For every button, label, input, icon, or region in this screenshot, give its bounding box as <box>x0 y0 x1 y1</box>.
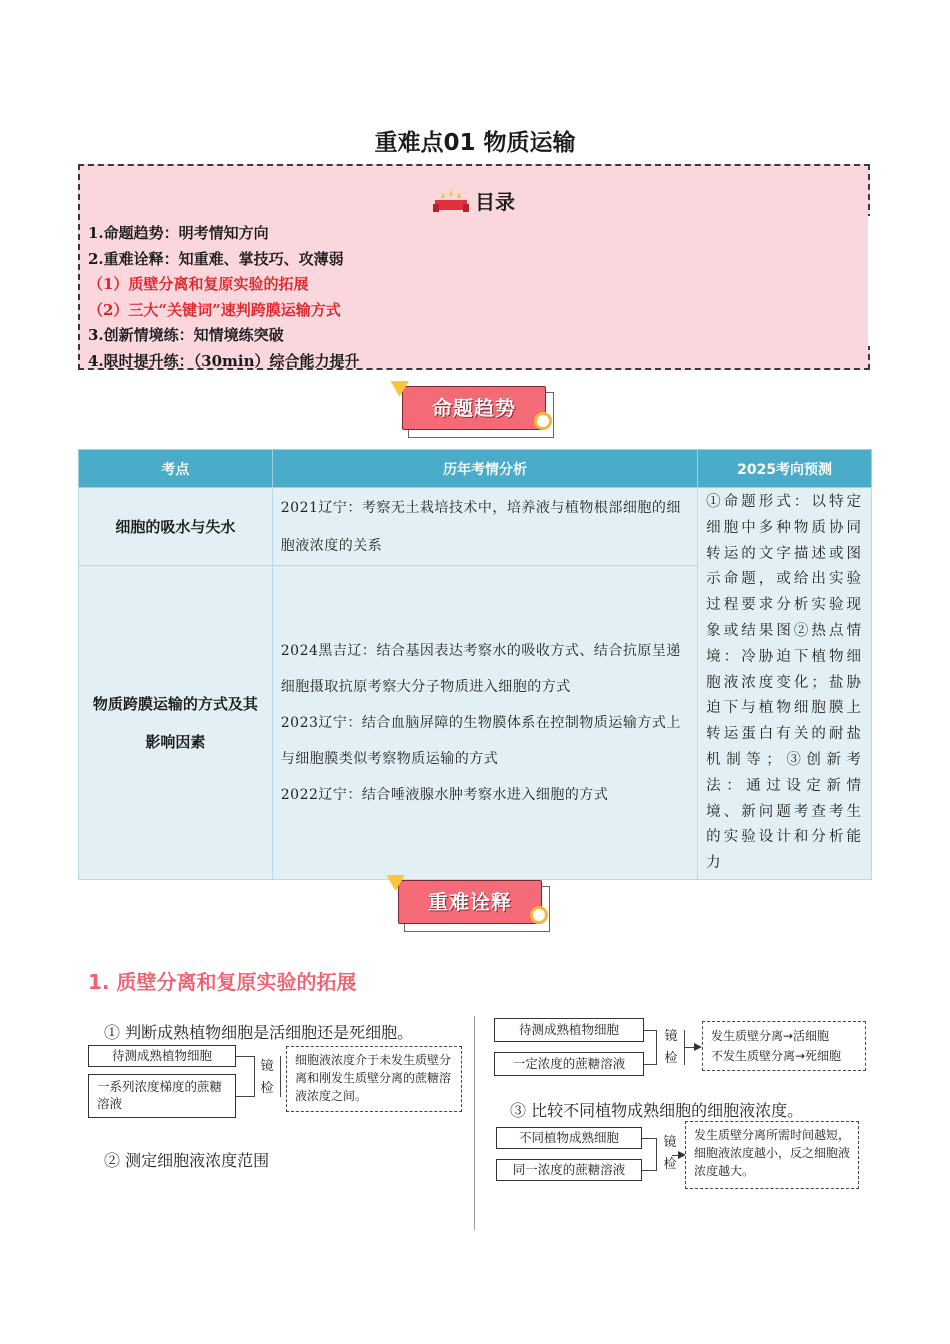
analysis-item: 2022辽宁：结合唾液腺水肿考察水进入细胞的方式 <box>280 786 609 803</box>
section-banner-trend <box>402 382 552 438</box>
analysis-item: 2024黑吉辽：结合基因表达考察水的吸收方式、结合抗原呈递细胞摄取抗原考察大分子物质进入细胞的方式 <box>280 642 681 695</box>
connector-line <box>236 1096 254 1097</box>
microscope-check-label: 镜检 <box>663 1135 677 1172</box>
diagram-caption: ① 判断成熟植物细胞是活细胞还是死细胞。 <box>104 1023 414 1042</box>
banner-label: 重难诠释 <box>428 890 512 914</box>
diagram-caption: ② 测定细胞液浓度范围 <box>104 1151 270 1170</box>
table-cell-topic: 细胞的吸水与失水 <box>79 488 273 566</box>
microscope-check-label: 镜检 <box>664 1029 678 1066</box>
diagram-box: 不同植物成熟细胞 <box>496 1127 642 1149</box>
connector-line <box>236 1056 254 1057</box>
microscope-check-label: 镜检 <box>260 1059 274 1096</box>
toc-title: 目录 <box>475 190 515 214</box>
table-cell-prediction: ①命题形式：以特定细胞中多种物质协同转运的文字描述或图示命题，或给出实验过程要求分析实验现象或结果图②热点情境：冷胁迫下植物细胞液浓度变化；盐胁迫下与植物细胞膜上转运蛋白有关的耐盐机制等；③创新考法：通过设定新情境、新问题考查考生的实验设计和分析能力 <box>698 488 872 880</box>
column-divider <box>474 1016 475 1230</box>
table-header: 考点 <box>79 450 273 488</box>
table-header: 历年考情分析 <box>272 450 697 488</box>
ring-icon <box>530 906 548 924</box>
toc-item[interactable]: （1）质壁分离和复原实验的拓展 <box>88 275 309 294</box>
result-text: 发生质壁分离→活细胞 <box>711 1029 830 1043</box>
diagram-box: 待测成熟植物细胞 <box>494 1018 644 1042</box>
diagram-box: 同一浓度的蔗糖溶液 <box>496 1159 642 1181</box>
trophy-icon <box>433 188 469 219</box>
toc-item[interactable]: 1.命题趋势：明考情知方向 <box>88 224 269 242</box>
diagram-box: 待测成熟植物细胞 <box>88 1045 236 1067</box>
diagram-caption: ③ 比较不同植物成熟细胞的细胞液浓度。 <box>510 1101 804 1120</box>
toc-box <box>78 164 870 370</box>
table-cell-analysis <box>272 566 697 880</box>
diagram-box: 一定浓度的蔗糖溶液 <box>494 1052 644 1076</box>
result-box: 细胞液浓度介于未发生质壁分离和刚发生质壁分离的蔗糖溶液浓度之间。 <box>286 1046 462 1112</box>
section-heading: 1. 质壁分离和复原实验的拓展 <box>88 970 357 994</box>
connector-line <box>644 1064 656 1065</box>
result-box: 发生质壁分离所需时间越短，细胞液浓度越小，反之细胞液浓度越大。 <box>685 1121 859 1189</box>
trend-table <box>78 449 872 880</box>
analysis-item: 2023辽宁：结合血脑屏障的生物膜体系在控制物质运输方式上与细胞膜类似考察物质运输的方式 <box>280 714 681 767</box>
toc-item[interactable]: （2）三大“关键词”速判跨膜运输方式 <box>88 300 341 319</box>
result-text: 不发生质壁分离→死细胞 <box>711 1049 842 1063</box>
section-banner-explain <box>398 876 548 932</box>
connector-line <box>254 1056 255 1097</box>
result-box <box>702 1021 866 1071</box>
toc-item[interactable]: 2.重难诠释：知重难、掌技巧、攻薄弱 <box>88 249 344 268</box>
connector-line <box>642 1138 656 1139</box>
banner-label: 命题趋势 <box>432 396 516 420</box>
table-cell-analysis: 2021辽宁：考察无土栽培技术中，培养液与植物根部细胞的细胞液浓度的关系 <box>272 488 697 566</box>
table-cell-topic: 物质跨膜运输的方式及其影响因素 <box>79 566 273 880</box>
connector-line <box>280 1056 281 1097</box>
connector-line <box>642 1170 656 1171</box>
toc-item[interactable]: 4.限时提升练：（30min）综合能力提升 <box>88 351 360 370</box>
toc-edge <box>868 216 874 346</box>
arrow-icon <box>694 1043 702 1051</box>
connector-line <box>656 1138 657 1171</box>
toc-list <box>88 221 360 375</box>
table-header: 2025考向预测 <box>698 450 872 488</box>
toc-heading <box>80 186 868 219</box>
diagram-box: 一系列浓度梯度的蔗糖溶液 <box>88 1074 236 1118</box>
page-title: 重难点01 物质运输 <box>374 130 576 156</box>
connector-line <box>644 1030 656 1031</box>
ring-icon <box>534 412 552 430</box>
toc-item[interactable]: 3.创新情境练：知情境练突破 <box>88 326 284 345</box>
connector-line <box>656 1030 657 1065</box>
